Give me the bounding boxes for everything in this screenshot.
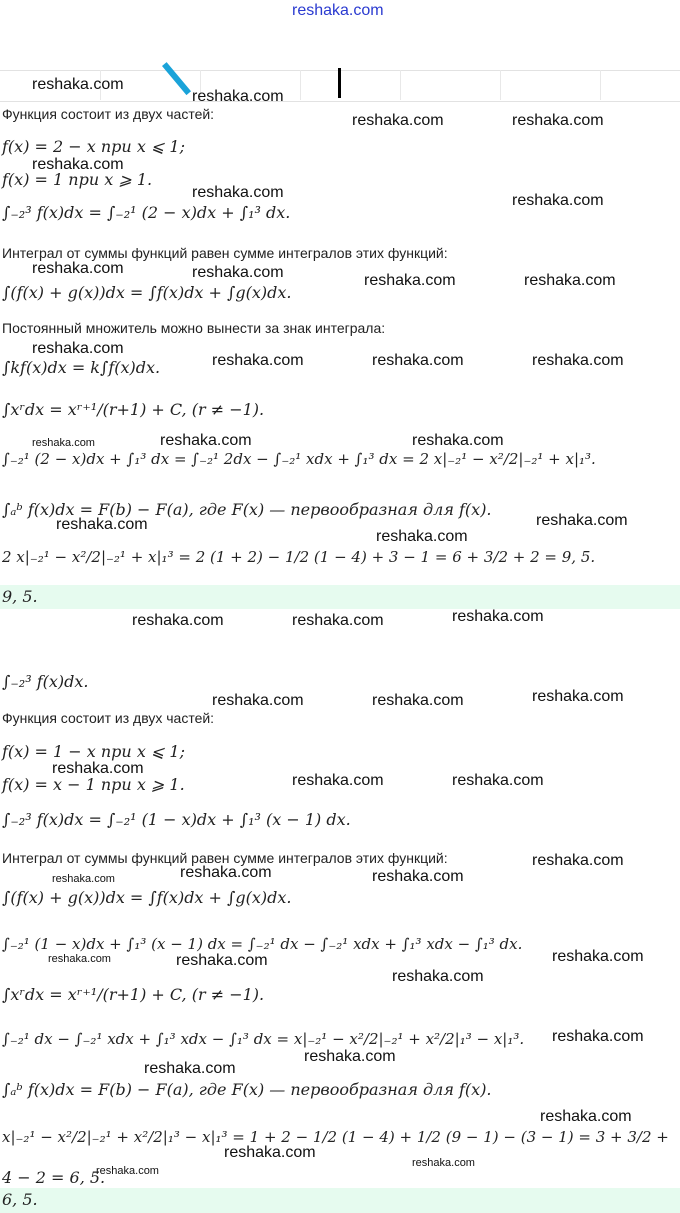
- watermark: reshaka.com: [352, 112, 444, 129]
- p1-formula-power: ∫xʳdx = xʳ⁺¹/(r+1) + C, (r ≠ −1).: [2, 400, 265, 419]
- watermark: reshaka.com: [144, 1060, 236, 1077]
- p2-answer-bar: [0, 1188, 680, 1213]
- watermark: reshaka.com: [392, 968, 484, 985]
- p2-task: ∫₋₂³ f(x)dx.: [2, 672, 89, 691]
- p2-piece1: f(x) = 1 − x при x ⩽ 1;: [2, 742, 185, 761]
- watermark: reshaka.com: [532, 852, 624, 869]
- rule-tick: [300, 70, 301, 100]
- watermark: reshaka.com: [48, 953, 111, 965]
- watermark: reshaka.com: [540, 1108, 632, 1125]
- watermark: reshaka.com: [412, 1157, 475, 1169]
- p2-step: ∫₋₂¹ dx − ∫₋₂¹ xdx + ∫₁³ xdx − ∫₁³ dx = x|₋₂¹ − x²/2|₋₂¹ + x²/2|₁³ − x|₁³.: [2, 1030, 525, 1048]
- watermark: reshaka.com: [32, 156, 124, 173]
- p1-piece2: f(x) = 1 при x ⩾ 1.: [2, 170, 153, 189]
- watermark: reshaka.com: [32, 437, 95, 449]
- p2-rule-sum: Интеграл от суммы функций равен сумме интегралов этих функций:: [2, 850, 448, 866]
- watermark: reshaka.com: [32, 340, 124, 357]
- p1-newton: ∫ₐᵇ f(x)dx = F(b) − F(a), где F(x) — первообразная для f(x).: [2, 500, 492, 519]
- watermark: reshaka.com: [376, 528, 468, 545]
- p2-answer: 6, 5.: [2, 1190, 38, 1209]
- text-cursor: [338, 68, 341, 98]
- watermark: reshaka.com: [532, 352, 624, 369]
- watermark: reshaka.com: [56, 516, 148, 533]
- watermark: reshaka.com: [512, 112, 604, 129]
- watermark: reshaka.com: [32, 260, 124, 277]
- watermark: reshaka.com: [452, 608, 544, 625]
- rule-tick: [500, 70, 501, 100]
- watermark: reshaka.com: [552, 1028, 644, 1045]
- p1-calc: 2 x|₋₂¹ − x²/2|₋₂¹ + x|₁³ = 2 (1 + 2) − 1/2 (1 − 4) + 3 − 1 = 6 + 3/2 + 2 = 9, 5.: [2, 548, 596, 566]
- watermark: reshaka.com: [160, 432, 252, 449]
- watermark: reshaka.com: [372, 868, 464, 885]
- watermark: reshaka.com: [552, 948, 644, 965]
- watermark: reshaka.com: [364, 272, 456, 289]
- p1-split: ∫₋₂³ f(x)dx = ∫₋₂¹ (2 − x)dx + ∫₁³ dx.: [2, 203, 291, 222]
- p1-formula-const: ∫kf(x)dx = k∫f(x)dx.: [2, 358, 161, 377]
- p2-calc-line2: 4 − 2 = 6, 5.: [2, 1168, 106, 1187]
- watermark: reshaka.com: [292, 772, 384, 789]
- watermark: reshaka.com: [96, 1165, 159, 1177]
- watermark: reshaka.com: [52, 873, 115, 885]
- watermark: reshaka.com: [192, 264, 284, 281]
- p1-answer: 9, 5.: [2, 587, 38, 606]
- p1-answer-bar: [0, 585, 680, 609]
- watermark: reshaka.com: [176, 952, 268, 969]
- watermark: reshaka.com: [524, 272, 616, 289]
- p2-expand: ∫₋₂¹ (1 − x)dx + ∫₁³ (x − 1) dx = ∫₋₂¹ dx − ∫₋₂¹ xdx + ∫₁³ xdx − ∫₁³ dx.: [2, 935, 523, 953]
- watermark: reshaka.com: [212, 692, 304, 709]
- site-header-link[interactable]: reshaka.com: [292, 2, 384, 19]
- p1-formula-sum: ∫(f(x) + g(x))dx = ∫f(x)dx + ∫g(x)dx.: [2, 283, 292, 302]
- p2-formula-power: ∫xʳdx = xʳ⁺¹/(r+1) + C, (r ≠ −1).: [2, 985, 265, 1004]
- watermark: reshaka.com: [32, 76, 124, 93]
- rule-tick: [600, 70, 601, 100]
- p2-formula-sum: ∫(f(x) + g(x))dx = ∫f(x)dx + ∫g(x)dx.: [2, 888, 292, 907]
- watermark: reshaka.com: [372, 692, 464, 709]
- watermark: reshaka.com: [532, 688, 624, 705]
- p1-rule-const: Постоянный множитель можно вынести за знак интеграла:: [2, 320, 386, 336]
- p2-newton: ∫ₐᵇ f(x)dx = F(b) − F(a), где F(x) — первообразная для f(x).: [2, 1080, 492, 1099]
- watermark: reshaka.com: [292, 612, 384, 629]
- watermark: reshaka.com: [412, 432, 504, 449]
- watermark: reshaka.com: [180, 864, 272, 881]
- watermark: reshaka.com: [132, 612, 224, 629]
- watermark: reshaka.com: [212, 352, 304, 369]
- watermark: reshaka.com: [372, 352, 464, 369]
- p1-intro: Функция состоит из двух частей:: [2, 106, 215, 122]
- p2-calc-line1: x|₋₂¹ − x²/2|₋₂¹ + x²/2|₁³ − x|₁³ = 1 + 2 − 1/2 (1 − 4) + 1/2 (9 − 1) − (3 − 1) = 3 + 3/2 +: [2, 1128, 669, 1146]
- watermark: reshaka.com: [224, 1144, 316, 1161]
- watermark: reshaka.com: [192, 184, 284, 201]
- watermark: reshaka.com: [452, 772, 544, 789]
- p2-split: ∫₋₂³ f(x)dx = ∫₋₂¹ (1 − x)dx + ∫₁³ (x − 1) dx.: [2, 810, 351, 829]
- p1-step: ∫₋₂¹ (2 − x)dx + ∫₁³ dx = ∫₋₂¹ 2dx − ∫₋₂¹ xdx + ∫₁³ dx = 2 x|₋₂¹ − x²/2|₋₂¹ + x|₁³.: [2, 450, 596, 468]
- watermark: reshaka.com: [52, 760, 144, 777]
- rule-tick: [400, 70, 401, 100]
- watermark: reshaka.com: [536, 512, 628, 529]
- p1-piece1: f(x) = 2 − x при x ⩽ 1;: [2, 137, 185, 156]
- watermark: reshaka.com: [192, 88, 284, 105]
- p2-intro: Функция состоит из двух частей:: [2, 710, 215, 726]
- p2-piece2: f(x) = x − 1 при x ⩾ 1.: [2, 775, 185, 794]
- watermark: reshaka.com: [512, 192, 604, 209]
- p1-rule-sum: Интеграл от суммы функций равен сумме интегралов этих функций:: [2, 245, 448, 261]
- watermark: reshaka.com: [304, 1048, 396, 1065]
